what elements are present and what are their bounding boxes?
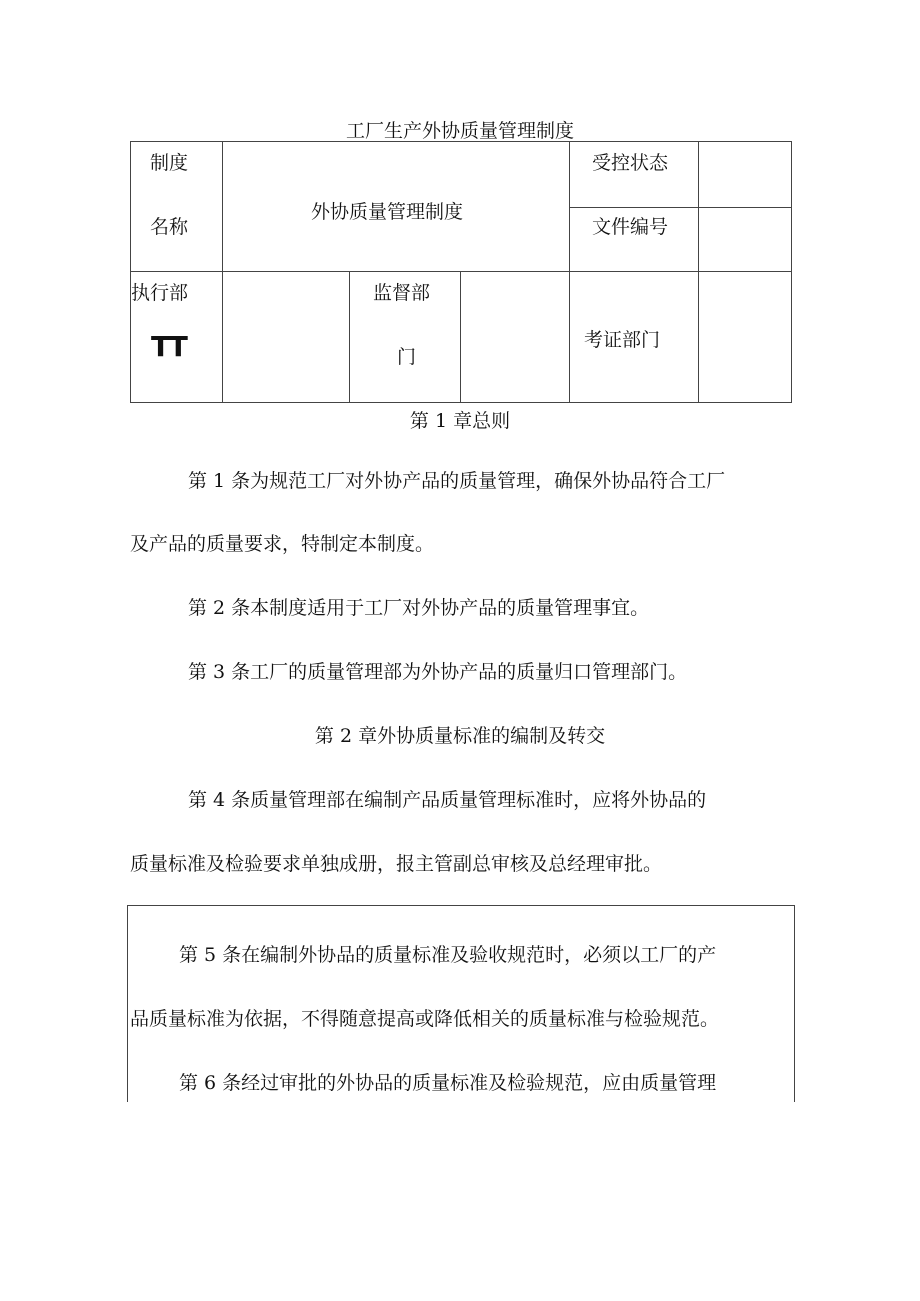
article-1-line-1: 第 1 条为规范工厂对外协产品的质量管理，确保外协品符合工厂 [188,470,726,492]
document-title: 工厂生产外协质量管理制度 [345,120,574,142]
name-label-line2: 名称 [150,216,189,238]
verify-dept-label-cell [570,272,699,403]
article-6-line-1: 第 6 条经过审批的外协品的质量标准及检验规范，应由质量管理 [179,1072,717,1094]
verify-dept-label: 考证部门 [584,329,661,351]
chapter-2-heading: 第 2 章外协质量标准的编制及转交 [314,725,606,747]
file-no-value-cell [699,208,792,272]
article-4-line-1: 第 4 条质量管理部在编制产品质量管理标准时，应将外协品的 [188,789,707,811]
header-table [130,141,792,403]
control-status-label-cell [570,142,699,208]
name-label-line1: 制度 [150,152,189,174]
verify-dept-value-cell [699,272,792,403]
article-1-line-2: 及产品的质量要求，特制定本制度。 [130,533,435,555]
article-2: 第 2 条本制度适用于工厂对外协产品的质量管理事宜。 [188,597,650,619]
supervise-dept-label-line2: 门 [397,346,417,368]
name-value-cell [223,142,570,272]
file-no-label-cell [570,208,699,272]
article-5-line-2: 品质量标准为依据，不得随意提高或降低相关的质量标准与检验规范。 [130,1008,720,1030]
name-label-cell [131,142,223,272]
exec-dept-label-line2: TT [151,330,186,363]
article-5-line-1: 第 5 条在编制外协品的质量标准及验收规范时，必须以工厂的产 [179,944,717,966]
file-no-label: 文件编号 [592,216,669,238]
control-status-label: 受控状态 [592,152,669,174]
chapter-1-heading: 第 1 章总则 [409,410,511,432]
article-3: 第 3 条工厂的质量管理部为外协产品的质量归口管理部门。 [188,661,688,683]
article-4-line-2: 质量标准及检验要求单独成册，报主管副总审核及总经理审批。 [130,853,663,875]
name-value: 外协质量管理制度 [311,201,464,223]
supervise-dept-label-cell [350,272,461,403]
exec-dept-label-line1: 执行部 [131,282,189,304]
supervise-dept-label-line1: 监督部 [373,282,431,304]
exec-dept-value-cell [223,272,350,403]
exec-dept-label-cell [131,272,223,403]
control-status-value-cell [699,142,792,208]
supervise-dept-value-cell [461,272,570,403]
